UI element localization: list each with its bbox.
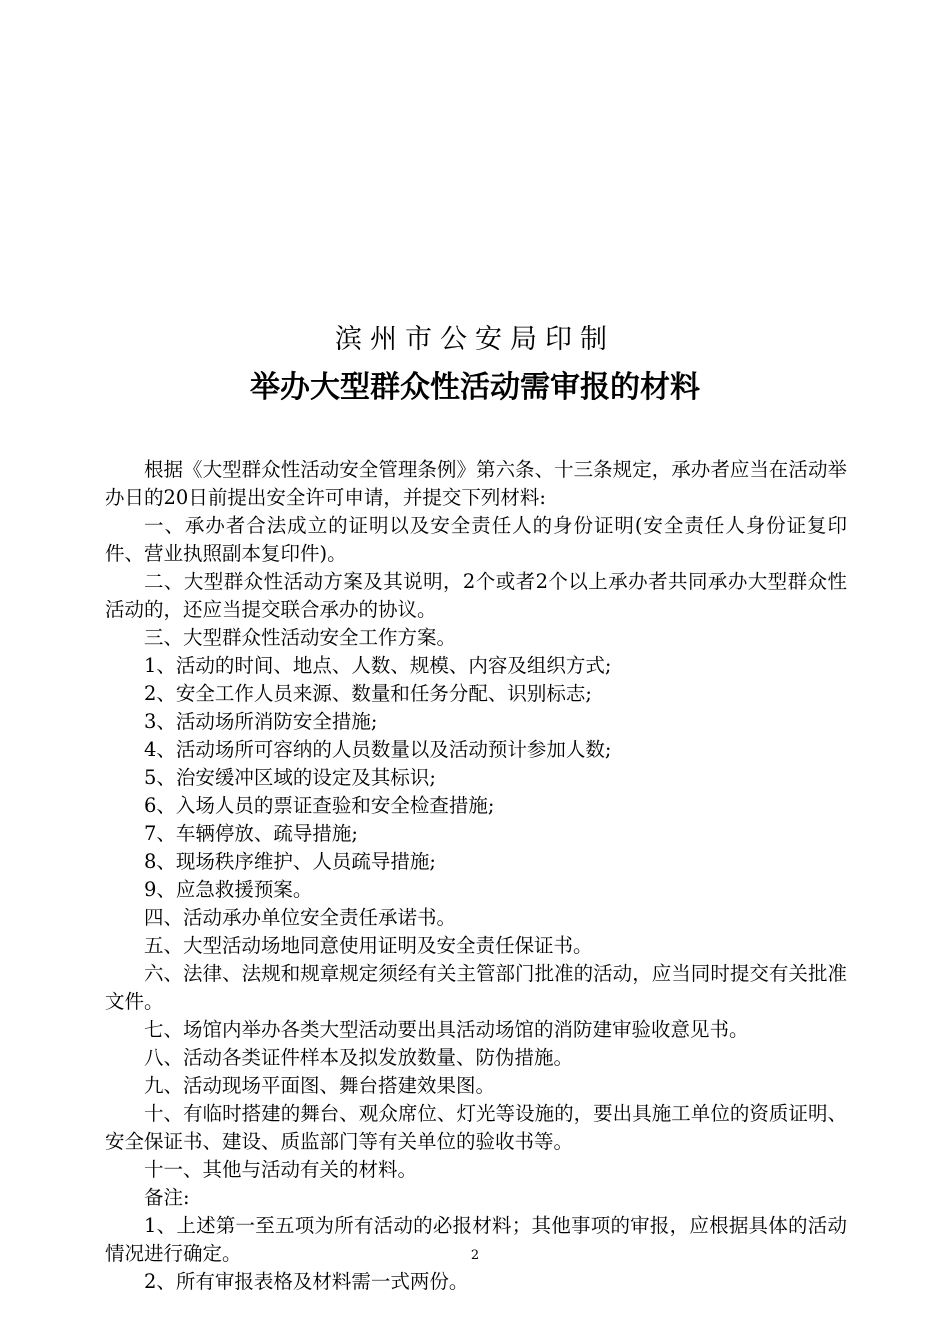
material-item-4: 四、活动承办单位安全责任承诺书。 bbox=[144, 906, 457, 929]
intro-paragraph: 根据《大型群众性活动安全管理条例》第六条、十三条规定，承办者应当在活动举办日的20日前提出安全许可申请，并提交下列材料: bbox=[105, 458, 847, 509]
remark-item-1: 1、上述第一至五项为所有活动的必报材料；其他事项的审报，应根据具体的活动情况进行确定。 bbox=[105, 1214, 847, 1265]
sub-item-2: 2、安全工作人员来源、数量和任务分配、识别标志; bbox=[144, 682, 592, 705]
material-item-7: 七、场馆内举办各类大型活动要出具活动场馆的消防建审验收意见书。 bbox=[144, 1018, 749, 1041]
sub-item-9: 9、应急救援预案。 bbox=[144, 878, 313, 901]
sub-item-5: 5、治安缓冲区域的设定及其标识; bbox=[144, 766, 436, 789]
document-title: 举办大型群众性活动需审报的材料 bbox=[250, 370, 700, 405]
sub-item-1: 1、活动的时间、地点、人数、规模、内容及组织方式; bbox=[144, 654, 612, 677]
remark-item-2: 2、所有审报表格及材料需一式两份。 bbox=[144, 1270, 469, 1293]
issuer-heading: 滨州市公安局印制 bbox=[335, 324, 615, 355]
page-number: 2 bbox=[470, 1248, 480, 1263]
material-item-9: 九、活动现场平面图、舞台搭建效果图。 bbox=[144, 1074, 496, 1097]
sub-item-7: 7、车辆停放、疏导措施; bbox=[144, 822, 358, 845]
material-item-10: 十、有临时搭建的舞台、观众席位、灯光等设施的，要出具施工单位的资质证明、安全保证书、建设、质监部门等有关单位的验收书等。 bbox=[105, 1102, 847, 1153]
sub-item-4: 4、活动场所可容纳的人员数量以及活动预计参加人数; bbox=[144, 738, 612, 761]
remarks-heading: 备注: bbox=[144, 1186, 190, 1209]
material-item-5: 五、大型活动场地同意使用证明及安全责任保证书。 bbox=[144, 934, 593, 957]
material-item-8: 八、活动各类证件样本及拟发放数量、防伪措施。 bbox=[144, 1046, 574, 1069]
sub-item-3: 3、活动场所消防安全措施; bbox=[144, 710, 378, 733]
sub-item-8: 8、现场秩序维护、人员疏导措施; bbox=[144, 850, 436, 873]
material-item-6: 六、法律、法规和规章规定须经有关主管部门批准的活动，应当同时提交有关批准文件。 bbox=[105, 962, 847, 1013]
material-item-2: 二、大型群众性活动方案及其说明，2个或者2个以上承办者共同承办大型群众性活动的，还应当提交联合承办的协议。 bbox=[105, 570, 847, 621]
material-item-3: 三、大型群众性活动安全工作方案。 bbox=[144, 626, 457, 649]
document-body bbox=[105, 456, 847, 1296]
material-item-11: 十一、其他与活动有关的材料。 bbox=[144, 1158, 418, 1181]
sub-item-6: 6、入场人员的票证查验和安全检查措施; bbox=[144, 794, 495, 817]
material-item-1: 一、承办者合法成立的证明以及安全责任人的身份证明(安全责任人身份证复印件、营业执照副本复印件)。 bbox=[105, 514, 847, 565]
